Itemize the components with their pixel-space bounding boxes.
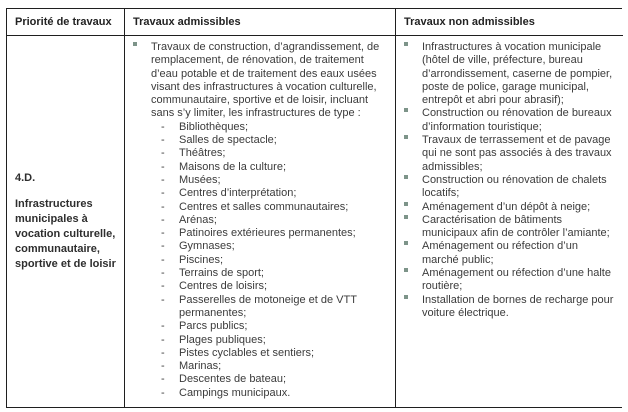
non-admissible-works-cell (396, 36, 623, 407)
dash-marker: - (161, 320, 165, 333)
square-bullet (404, 174, 422, 187)
admissible-sub-item-text: Centres et salles communautaires; (179, 200, 349, 213)
square-bullet-icon (404, 268, 408, 272)
square-bullet (404, 240, 422, 253)
admissible-sub-item-text: Terrains de sport; (179, 267, 264, 280)
non-admissible-item-text: Travaux de terrassement et de pavage qui ne sont pas associés à des travaux admissibles; (422, 134, 612, 173)
dash-marker: - (161, 147, 165, 160)
non-admissible-item-text: Construction ou rénovation de chalets locatifs; (422, 173, 607, 200)
dash-marker: - (161, 293, 165, 306)
admissible-sub-item (161, 373, 389, 386)
non-admissible-item (404, 294, 617, 321)
admissible-sub-item-text: Descentes de bateau; (179, 373, 287, 386)
admissible-sub-item-text: Centres de loisirs; (179, 280, 268, 293)
non-admissible-item (404, 214, 617, 241)
admissible-sub-item-text: Théâtres; (179, 147, 226, 160)
dash-marker: - (161, 280, 165, 293)
admissible-sub-item (161, 360, 389, 373)
square-bullet-icon (404, 175, 408, 179)
square-bullet (404, 214, 422, 227)
square-bullet-icon (404, 135, 408, 139)
square-bullet-icon (404, 215, 408, 219)
non-admissible-item (404, 201, 617, 214)
admissible-sub-item (161, 174, 389, 187)
square-bullet-icon (404, 42, 408, 46)
admissible-sub-item (161, 254, 389, 267)
dash-marker: - (161, 253, 165, 266)
admissible-sub-item (161, 267, 389, 280)
dash-marker: - (161, 360, 165, 373)
priority-works-table (6, 8, 622, 408)
square-bullet (404, 134, 422, 147)
non-admissible-item-text: Aménagement ou réfection d’une halte routière; (422, 267, 611, 293)
non-admissible-item-text: Installation de bornes de recharge pour voiture électrique. (422, 293, 614, 319)
dash-marker: - (161, 120, 165, 133)
square-bullet (133, 41, 151, 54)
admissible-sub-item (161, 187, 389, 200)
admissible-sub-item-text: Centres d’interprétation; (179, 187, 297, 200)
admissible-intro-text: Travaux de construction, d’agrandissement, de remplacement, de rénovation, de traitement d’eau potable et de traitement des eaux usées visant des infrastructures à vocation culturelle, communautaire, sportive et de loisir, incluant sans s’y limiter, les infrastructures de type : (151, 41, 380, 120)
admissible-sub-item-text: Musées; (179, 173, 221, 186)
admissible-sub-item (161, 347, 389, 360)
admissible-sub-item (161, 280, 389, 293)
dash-marker: - (161, 373, 165, 386)
admissible-sub-item-text: Bibliothèques; (179, 120, 249, 133)
dash-marker: - (161, 160, 165, 173)
admissible-sub-item-text: Salles de spectacle; (179, 134, 277, 147)
non-admissible-item-text: Infrastructures à vocation municipale (hôtel de ville, préfecture, bureau d’arrondissement, caserne de pompier, poste de police, garage municipal, entrepôt et abri pour abrasif); (422, 41, 613, 107)
priority-label: Infrastructures municipales à vocation culturelle, communautaire, sportive et de loisir (15, 198, 116, 270)
non-admissible-item-text: Construction ou rénovation de bureaux d’information touristique; (422, 107, 612, 133)
admissible-sub-list (133, 121, 389, 400)
square-bullet-icon (404, 108, 408, 112)
square-bullet (404, 41, 422, 54)
non-admissible-item-text: Caractérisation de bâtiments municipaux afin de contrôler l’amiante; (422, 213, 610, 240)
admissible-sub-item (161, 214, 389, 227)
header-travaux-non-admissibles: Travaux non admissibles (396, 9, 623, 36)
dash-marker: - (161, 386, 165, 399)
non-admissible-item (404, 134, 617, 174)
admissible-sub-item-text: Gymnases; (179, 240, 235, 253)
admissible-sub-item-text: Arénas; (179, 213, 217, 226)
admissible-sub-item (161, 334, 389, 347)
non-admissible-item (404, 240, 617, 267)
admissible-sub-item (161, 121, 389, 134)
dash-marker: - (161, 173, 165, 186)
admissible-sub-item (161, 294, 389, 321)
dash-marker: - (161, 346, 165, 359)
header-travaux-admissibles: Travaux admissibles (125, 9, 396, 36)
non-admissible-item (404, 41, 617, 107)
dash-marker: - (161, 134, 165, 147)
dash-marker: - (161, 227, 165, 240)
square-bullet (404, 267, 422, 280)
square-bullet-icon (404, 241, 408, 245)
dash-marker: - (161, 200, 165, 213)
priority-cell (7, 36, 125, 407)
admissible-sub-item-text: Marinas; (179, 360, 222, 373)
dash-marker: - (161, 187, 165, 200)
admissible-sub-item-text: Pistes cyclables et sentiers; (179, 346, 315, 359)
admissible-sub-item (161, 134, 389, 147)
admissible-sub-item (161, 147, 389, 160)
admissible-sub-item-text: Campings municipaux. (179, 386, 291, 399)
square-bullet (404, 201, 422, 214)
dash-marker: - (161, 213, 165, 226)
non-admissible-item-text: Aménagement d’un dépôt à neige; (422, 200, 591, 213)
admissible-sub-item-text: Passerelles de motoneige et de VTT permanentes; (179, 293, 357, 319)
admissible-sub-item-text: Patinoires extérieures permanentes; (179, 227, 356, 240)
dash-marker: - (161, 240, 165, 253)
admissible-works-cell (125, 36, 396, 407)
admissible-sub-item (161, 161, 389, 174)
admissible-intro-item (133, 41, 389, 121)
non-admissible-item (404, 107, 617, 134)
admissible-sub-item-text: Maisons de la culture; (179, 160, 286, 173)
admissible-sub-item (161, 227, 389, 240)
priority-code: 4.D. (15, 172, 36, 184)
admissible-sub-item (161, 387, 389, 400)
admissible-sub-item-text: Plages publiques; (179, 333, 266, 346)
non-admissible-item (404, 174, 617, 201)
header-priorite-de-travaux: Priorité de travaux (7, 9, 125, 36)
square-bullet-icon (133, 42, 137, 46)
dash-marker: - (161, 333, 165, 346)
non-admissible-item-text: Aménagement ou réfection d’un marché public; (422, 240, 578, 266)
admissible-sub-item-text: Parcs publics; (179, 320, 248, 333)
square-bullet-icon (404, 295, 408, 299)
admissible-sub-item (161, 201, 389, 214)
square-bullet-icon (404, 202, 408, 206)
dash-marker: - (161, 267, 165, 280)
admissible-sub-item (161, 320, 389, 333)
admissible-sub-item-text: Piscines; (179, 253, 224, 266)
admissible-sub-item (161, 240, 389, 253)
square-bullet (404, 107, 422, 120)
square-bullet (404, 294, 422, 307)
non-admissible-item (404, 267, 617, 294)
